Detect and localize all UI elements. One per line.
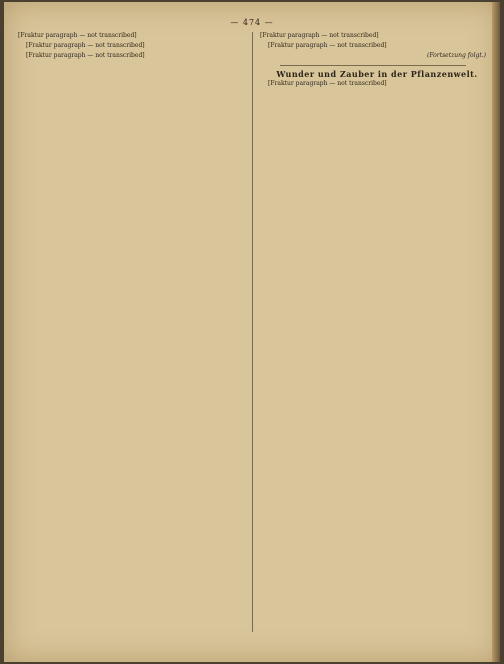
page-number: — 474 —: [230, 18, 274, 27]
right-paragraph: [Fraktur paragraph — not transcribed]: [268, 42, 387, 50]
page-edge: [492, 2, 500, 662]
right-column: [260, 32, 486, 632]
section-paragraph: [Fraktur paragraph — not transcribed]: [268, 79, 387, 87]
section-title: Wunder und Zauber in der Pflanzenwelt.: [276, 68, 478, 79]
left-column: [18, 32, 244, 632]
left-paragraph: [Fraktur paragraph — not transcribed]: [26, 42, 145, 50]
left-paragraph: [Fraktur paragraph — not transcribed]: [18, 32, 137, 39]
left-paragraph: [Fraktur paragraph — not transcribed]: [26, 52, 145, 60]
newspaper-page: [4, 2, 500, 662]
section-separator: [280, 65, 466, 66]
right-paragraph: [Fraktur paragraph — not transcribed]: [260, 32, 379, 39]
byline: (Fortsetzung folgt.): [427, 52, 486, 60]
column-divider: [252, 32, 253, 632]
